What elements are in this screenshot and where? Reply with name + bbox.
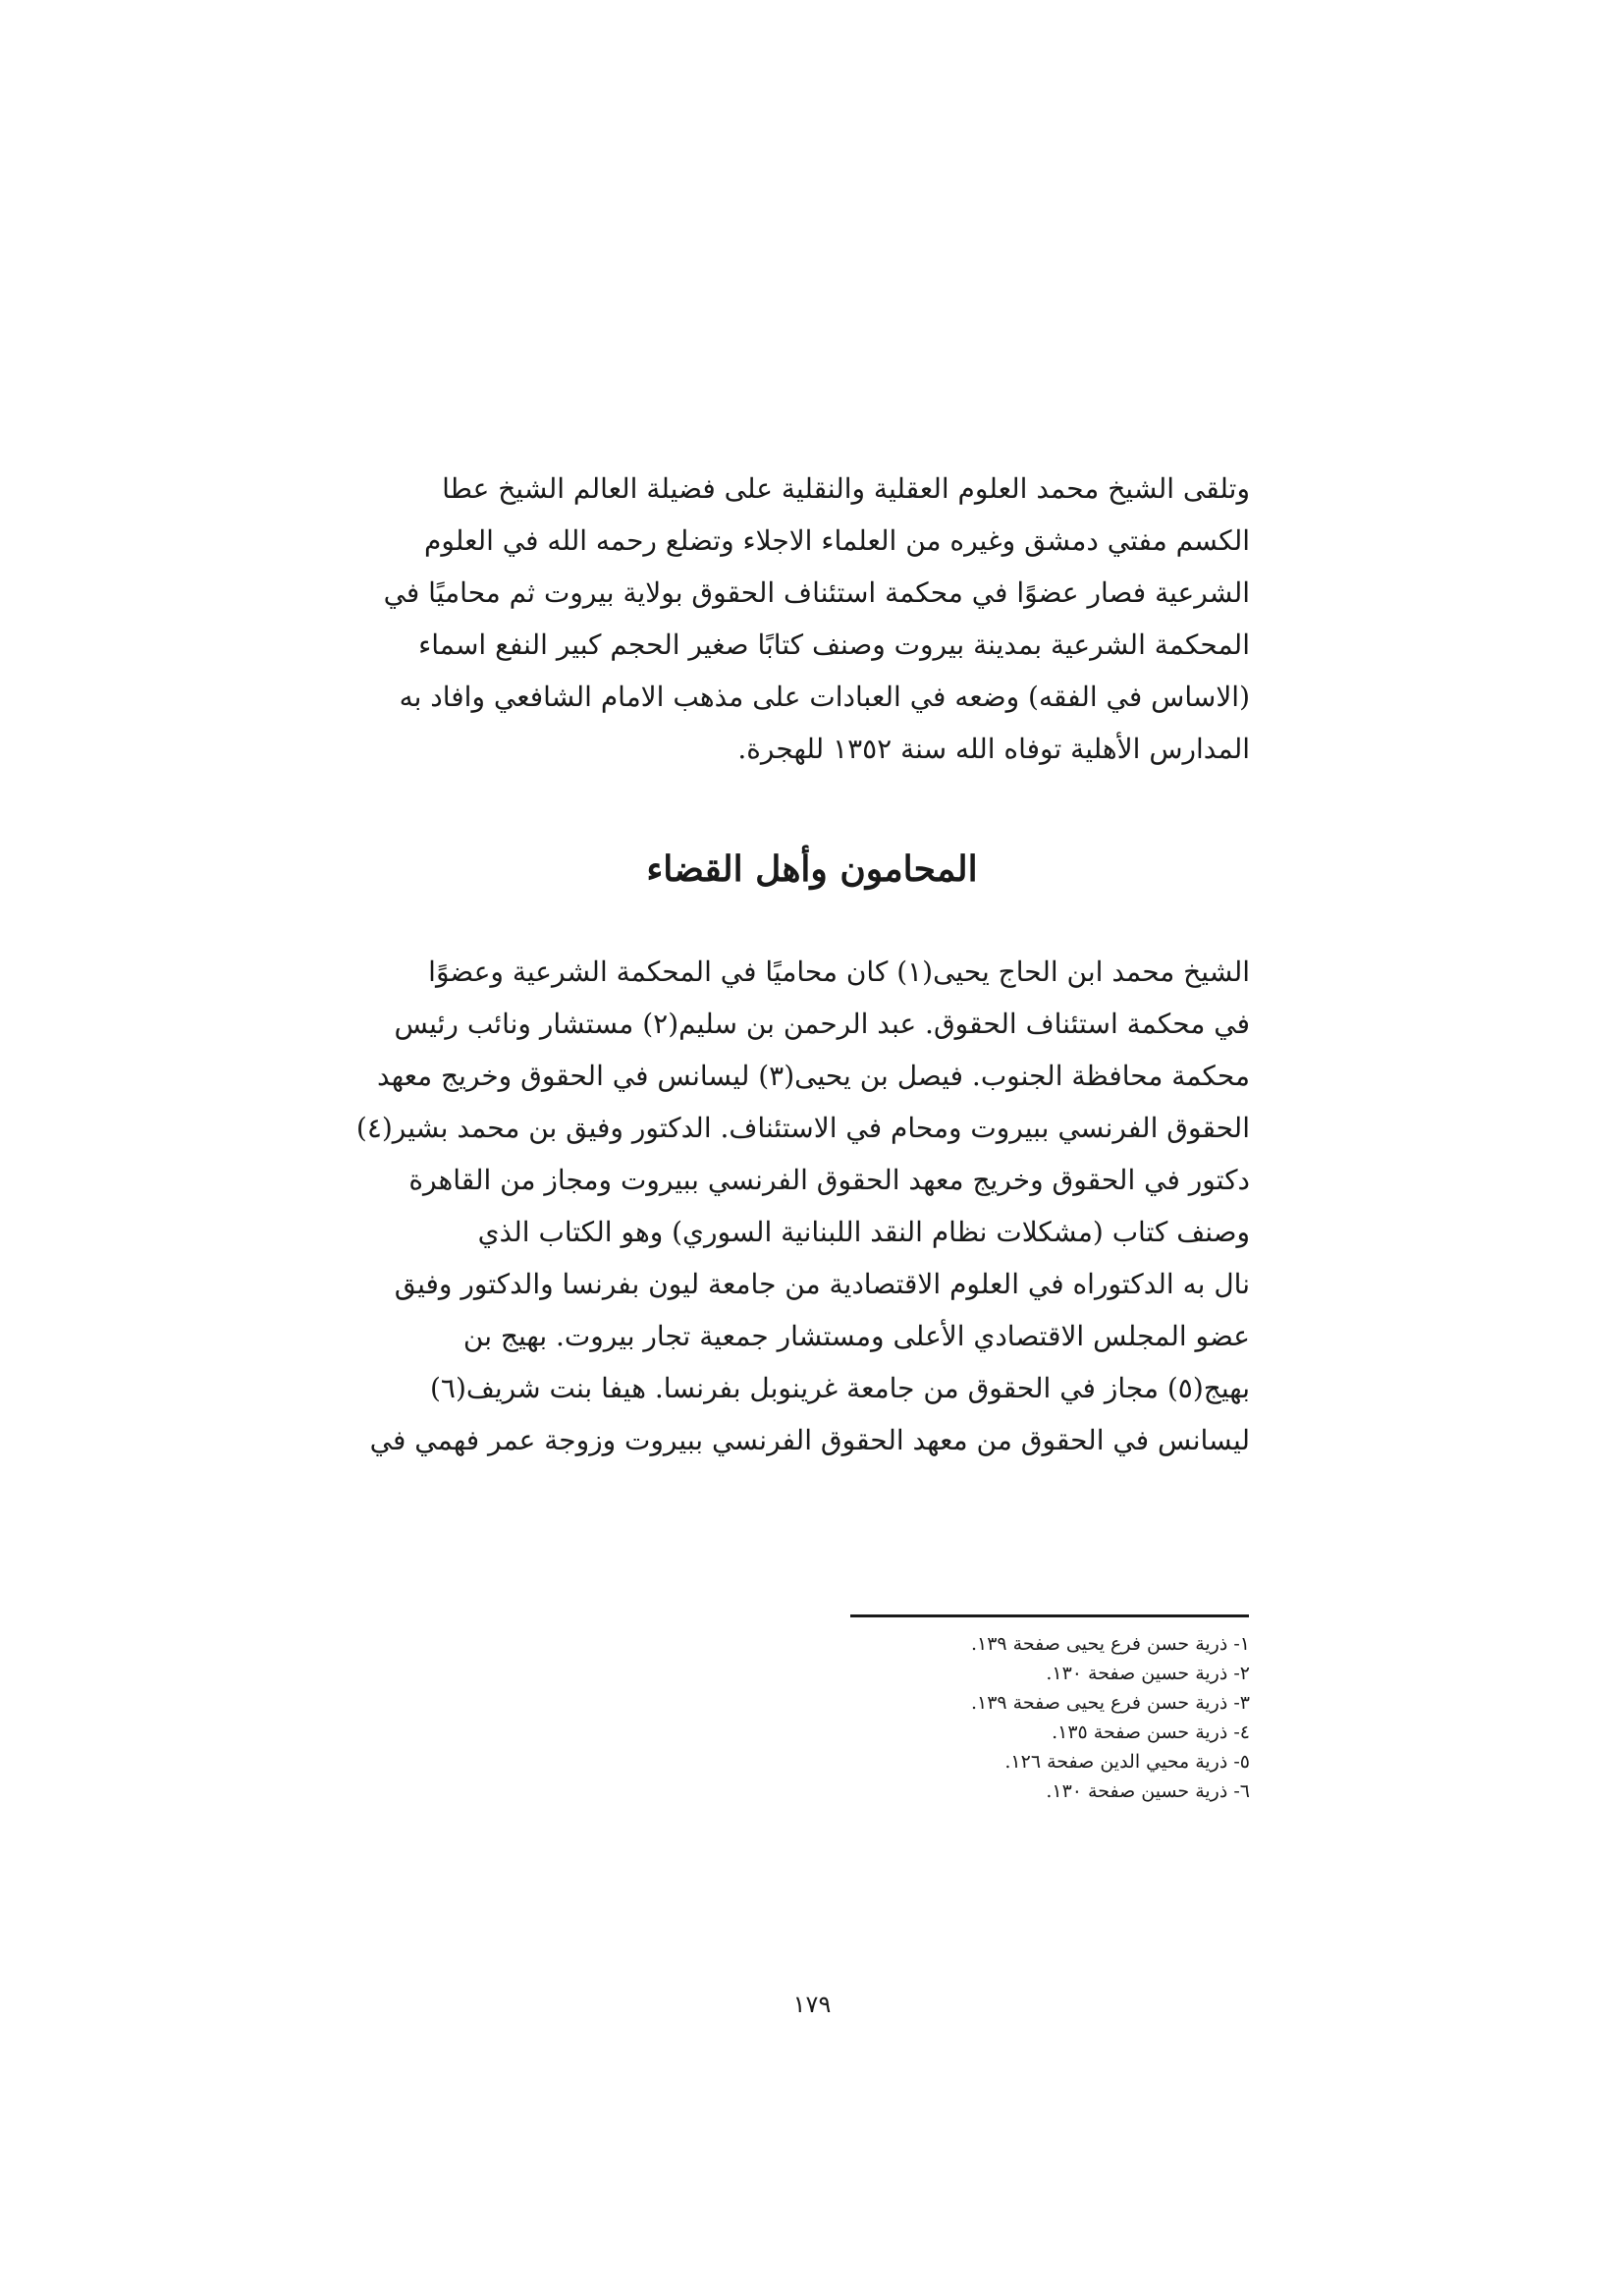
text-line: في محكمة استئناف الحقوق. عبد الرحمن بن سليم(٢) مستشار ونائب رئيس <box>394 1008 1250 1040</box>
footnote-item: ١- ذرية حسن فرع يحيى صفحة ١٣٩. <box>970 1633 1250 1655</box>
text-line: ليسانس في الحقوق من معهد الحقوق الفرنسي ببيروت وزوجة عمر فهمي في <box>369 1424 1250 1456</box>
text-line: وصنف كتاب (مشكلات نظام النقد اللبنانية السوري) وهو الكتاب الذي <box>477 1216 1250 1248</box>
footnote-item: ٢- ذرية حسين صفحة ١٣٠. <box>1046 1663 1250 1684</box>
page-number: ١٧٩ <box>792 1991 832 2018</box>
text-line: وتلقى الشيخ محمد العلوم العقلية والنقلية على فضيلة العالم الشيخ عطا <box>442 472 1250 505</box>
text-line: نال به الدكتوراه في العلوم الاقتصادية من جامعة ليون بفرنسا والدكتور وفيق <box>394 1268 1250 1300</box>
footnote-item: ٤- ذرية حسن صفحة ١٣٥. <box>1052 1722 1250 1743</box>
text-line: الشرعية فصار عضوًا في محكمة استئناف الحقوق بولاية بيروت ثم محاميًا في <box>383 576 1250 609</box>
text-line: المحكمة الشرعية بمدينة بيروت وصنف كتابًا صغير الحجم كبير النفع اسماء <box>418 629 1250 661</box>
text-line: محكمة محافظة الجنوب. فيصل بن يحيى(٣) ليسانس في الحقوق وخريج معهد <box>377 1060 1250 1092</box>
text-line: المدارس الأهلية توفاه الله سنة ١٣٥٢ للهجرة. <box>737 733 1250 765</box>
text-line: (الاساس في الفقه) وضعه في العبادات على مذهب الامام الشافعي وافاد به <box>399 681 1250 713</box>
footnote-divider <box>850 1614 1249 1617</box>
text-line: عضو المجلس الاقتصادي الأعلى ومستشار جمعية تجار بيروت. بهيج بن <box>462 1320 1250 1352</box>
text-line: الشيخ محمد ابن الحاج يحيى(١) كان محاميًا في المحكمة الشرعية وعضوًا <box>428 956 1250 988</box>
footnote-item: ٦- ذرية حسين صفحة ١٣٠. <box>1046 1780 1250 1802</box>
text-line: الكسم مفتي دمشق وغيره من العلماء الاجلاء وتضلع رحمه الله في العلوم <box>424 524 1250 557</box>
text-line: دكتور في الحقوق وخريج معهد الحقوق الفرنسي ببيروت ومجاز من القاهرة <box>408 1164 1250 1196</box>
section-heading: المحامون وأهل القضاء <box>646 848 978 890</box>
text-line: الحقوق الفرنسي ببيروت ومحام في الاستئناف. الدكتور وفيق بن محمد بشير(٤) <box>355 1112 1250 1144</box>
footnote-item: ٥- ذرية محيي الدين صفحة ١٢٦. <box>1004 1751 1250 1773</box>
text-line: بهيج(٥) مجاز في الحقوق من جامعة غرينوبل بفرنسا. هيفا بنت شريف(٦) <box>429 1372 1250 1404</box>
footnote-item: ٣- ذرية حسن فرع يحيى صفحة ١٣٩. <box>970 1692 1250 1714</box>
